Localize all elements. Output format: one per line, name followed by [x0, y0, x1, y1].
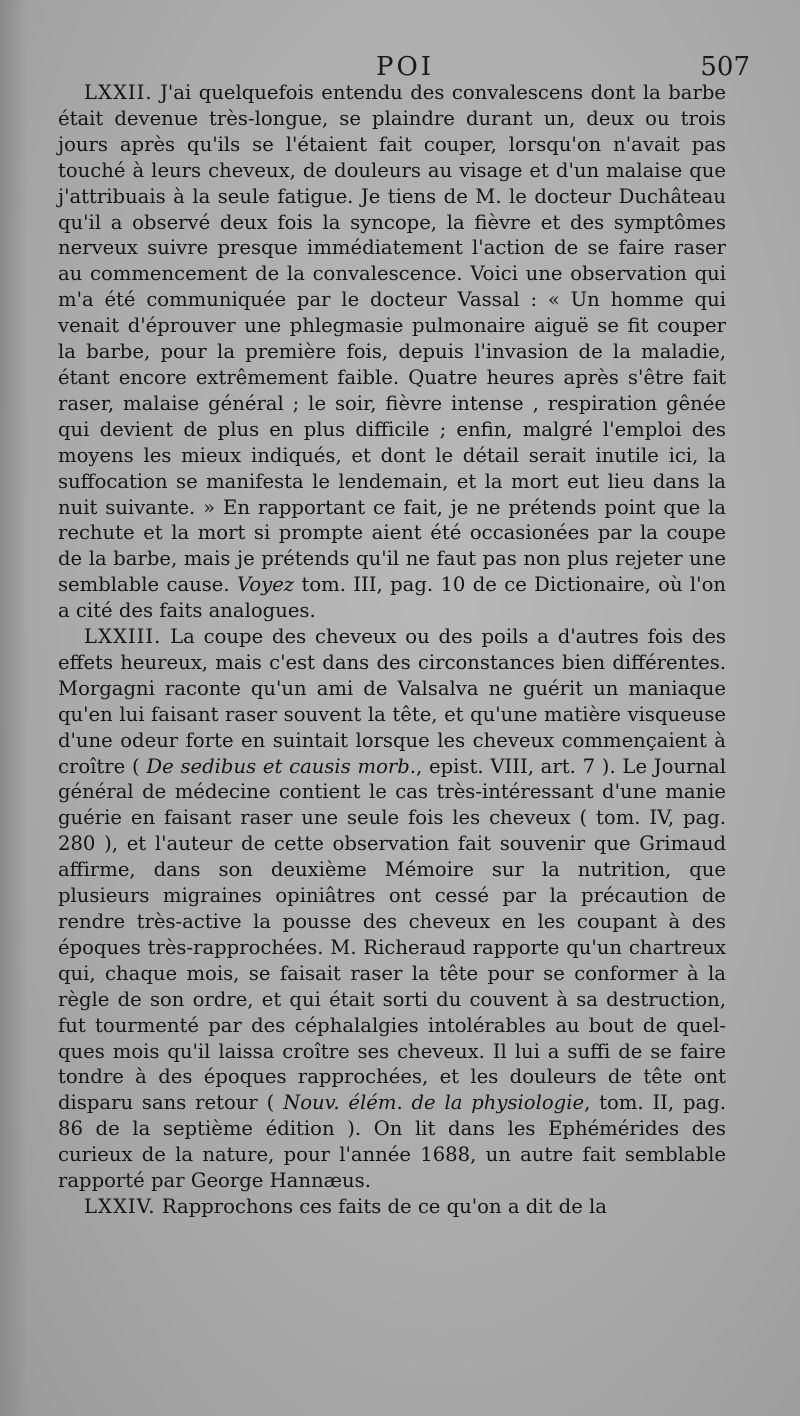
body-text: [58, 80, 726, 1220]
paragraph-lxxii: [58, 80, 726, 624]
paragraph-number: LXXIV.: [84, 1194, 156, 1218]
page-number: 507: [700, 52, 750, 82]
paragraph-lxxiii: [58, 624, 726, 1194]
text-segment: J'ai quelquefois entendu des convalescens dont la barbe était devenue très-longue, se plaindre durant un, deux ou trois jours après qu'ils se l'étaient fait couper, lorsqu'on n'avait pas touché à leurs cheveux, de douleurs au visage et d'un malaise que j'attribuais à la seule fatigue. Je tiens de M. le docteur Duchâteau qu'il a observé deux fois la syncope, la fièvre et des symptômes nerveux suivre presque immédiatement l'action de se faire raser au commencement de la convalescence. Voici une observation qui m'a été communiquée par le docteur Vassal : « Un homme qui venait d'éprouver une phlegmasie pulmonaire aiguë se fit couper la barbe, pour la première fois, depuis l'invasion de la maladie, étant encore extrêmement faible. Quatre heures après s'être fait raser, malaise général ; le soir, fièvre intense , respiration gênée qui devient de plus en plus difficile ; enfin, malgré l'emploi des moyens les mieux indiqués, et dont le détail serait inutile ici, la suffocation se manifesta le lendemain, et la mort eut lieu dans la nuit suivante. » En rapportant ce fait, je ne prétends point que la rechute et la mort si prompte aient été occasionées par la coupe de la barbe, mais je prétends qu'il ne faut pas non plus rejeter une semblable cause.: [58, 81, 726, 597]
text-segment: Rapprochons ces faits de ce qu'on a dit de la: [155, 1194, 607, 1218]
text-segment: tom. III, pag. 10 de ce Dictionaire, où l'on a cité des faits analogues.: [58, 573, 726, 623]
text-segment-italic: Nouv. élém. de la physiologie: [283, 1091, 585, 1115]
paragraph-lxxiv: [58, 1194, 726, 1220]
paragraph-number: LXXIII.: [84, 625, 162, 649]
running-title: POI: [375, 52, 435, 82]
text-segment: , epist. VIII, art. 7 ). Le Journal général de médecine contient le cas très-intéressant d'une manie guérie en faisant raser une seule fois les cheveux ( tom. IV, pag. 280 ), et l'auteur de cette observation fait souvenir que Grimaud affirme, dans son deuxième Mémoire sur la nutrition, que plusieurs migraines opiniâtres ont cessé par la précaution de rendre très-active la pousse des cheveux en les coupant à des époques très-rapprochées. M. Richeraud rapporte qu'un chartreux qui, chaque mois, se faisait raser la tête pour se conformer à la règle de son ordre, et qui était sorti du couvent à sa destruction, fut tourmenté par des céphalalgies intolérables au bout de quelques mois qu'il laissa croître ses cheveux. Il lui a suffi de se faire tondre à des époques rapprochées, et les douleurs de tête ont disparu sans retour (: [58, 754, 726, 1115]
text-segment: La coupe des cheveux ou des poils a d'autres fois des effets heureux, mais c'est dans des circonstances bien différentes. Morgagni raconte qu'un ami de Valsalva ne guérit un maniaque qu'en lui faisant raser souvent la tête, et qu'une matière visqueuse d'une odeur forte en suintait lorsque les cheveux commençaient à croître (: [58, 625, 726, 778]
paragraph-number: LXXII.: [84, 81, 153, 104]
text-segment-italic: Voyez: [236, 573, 295, 597]
text-segment-italic: De sedibus et causis morb.: [146, 754, 417, 778]
text-segment: , tom. II, pag. 86 de la septième édition ). On lit dans les Ephémérides des curieux de la nature, pour l'année 1688, un autre fait semblable rapporté par George Hannæus.: [58, 1091, 726, 1193]
